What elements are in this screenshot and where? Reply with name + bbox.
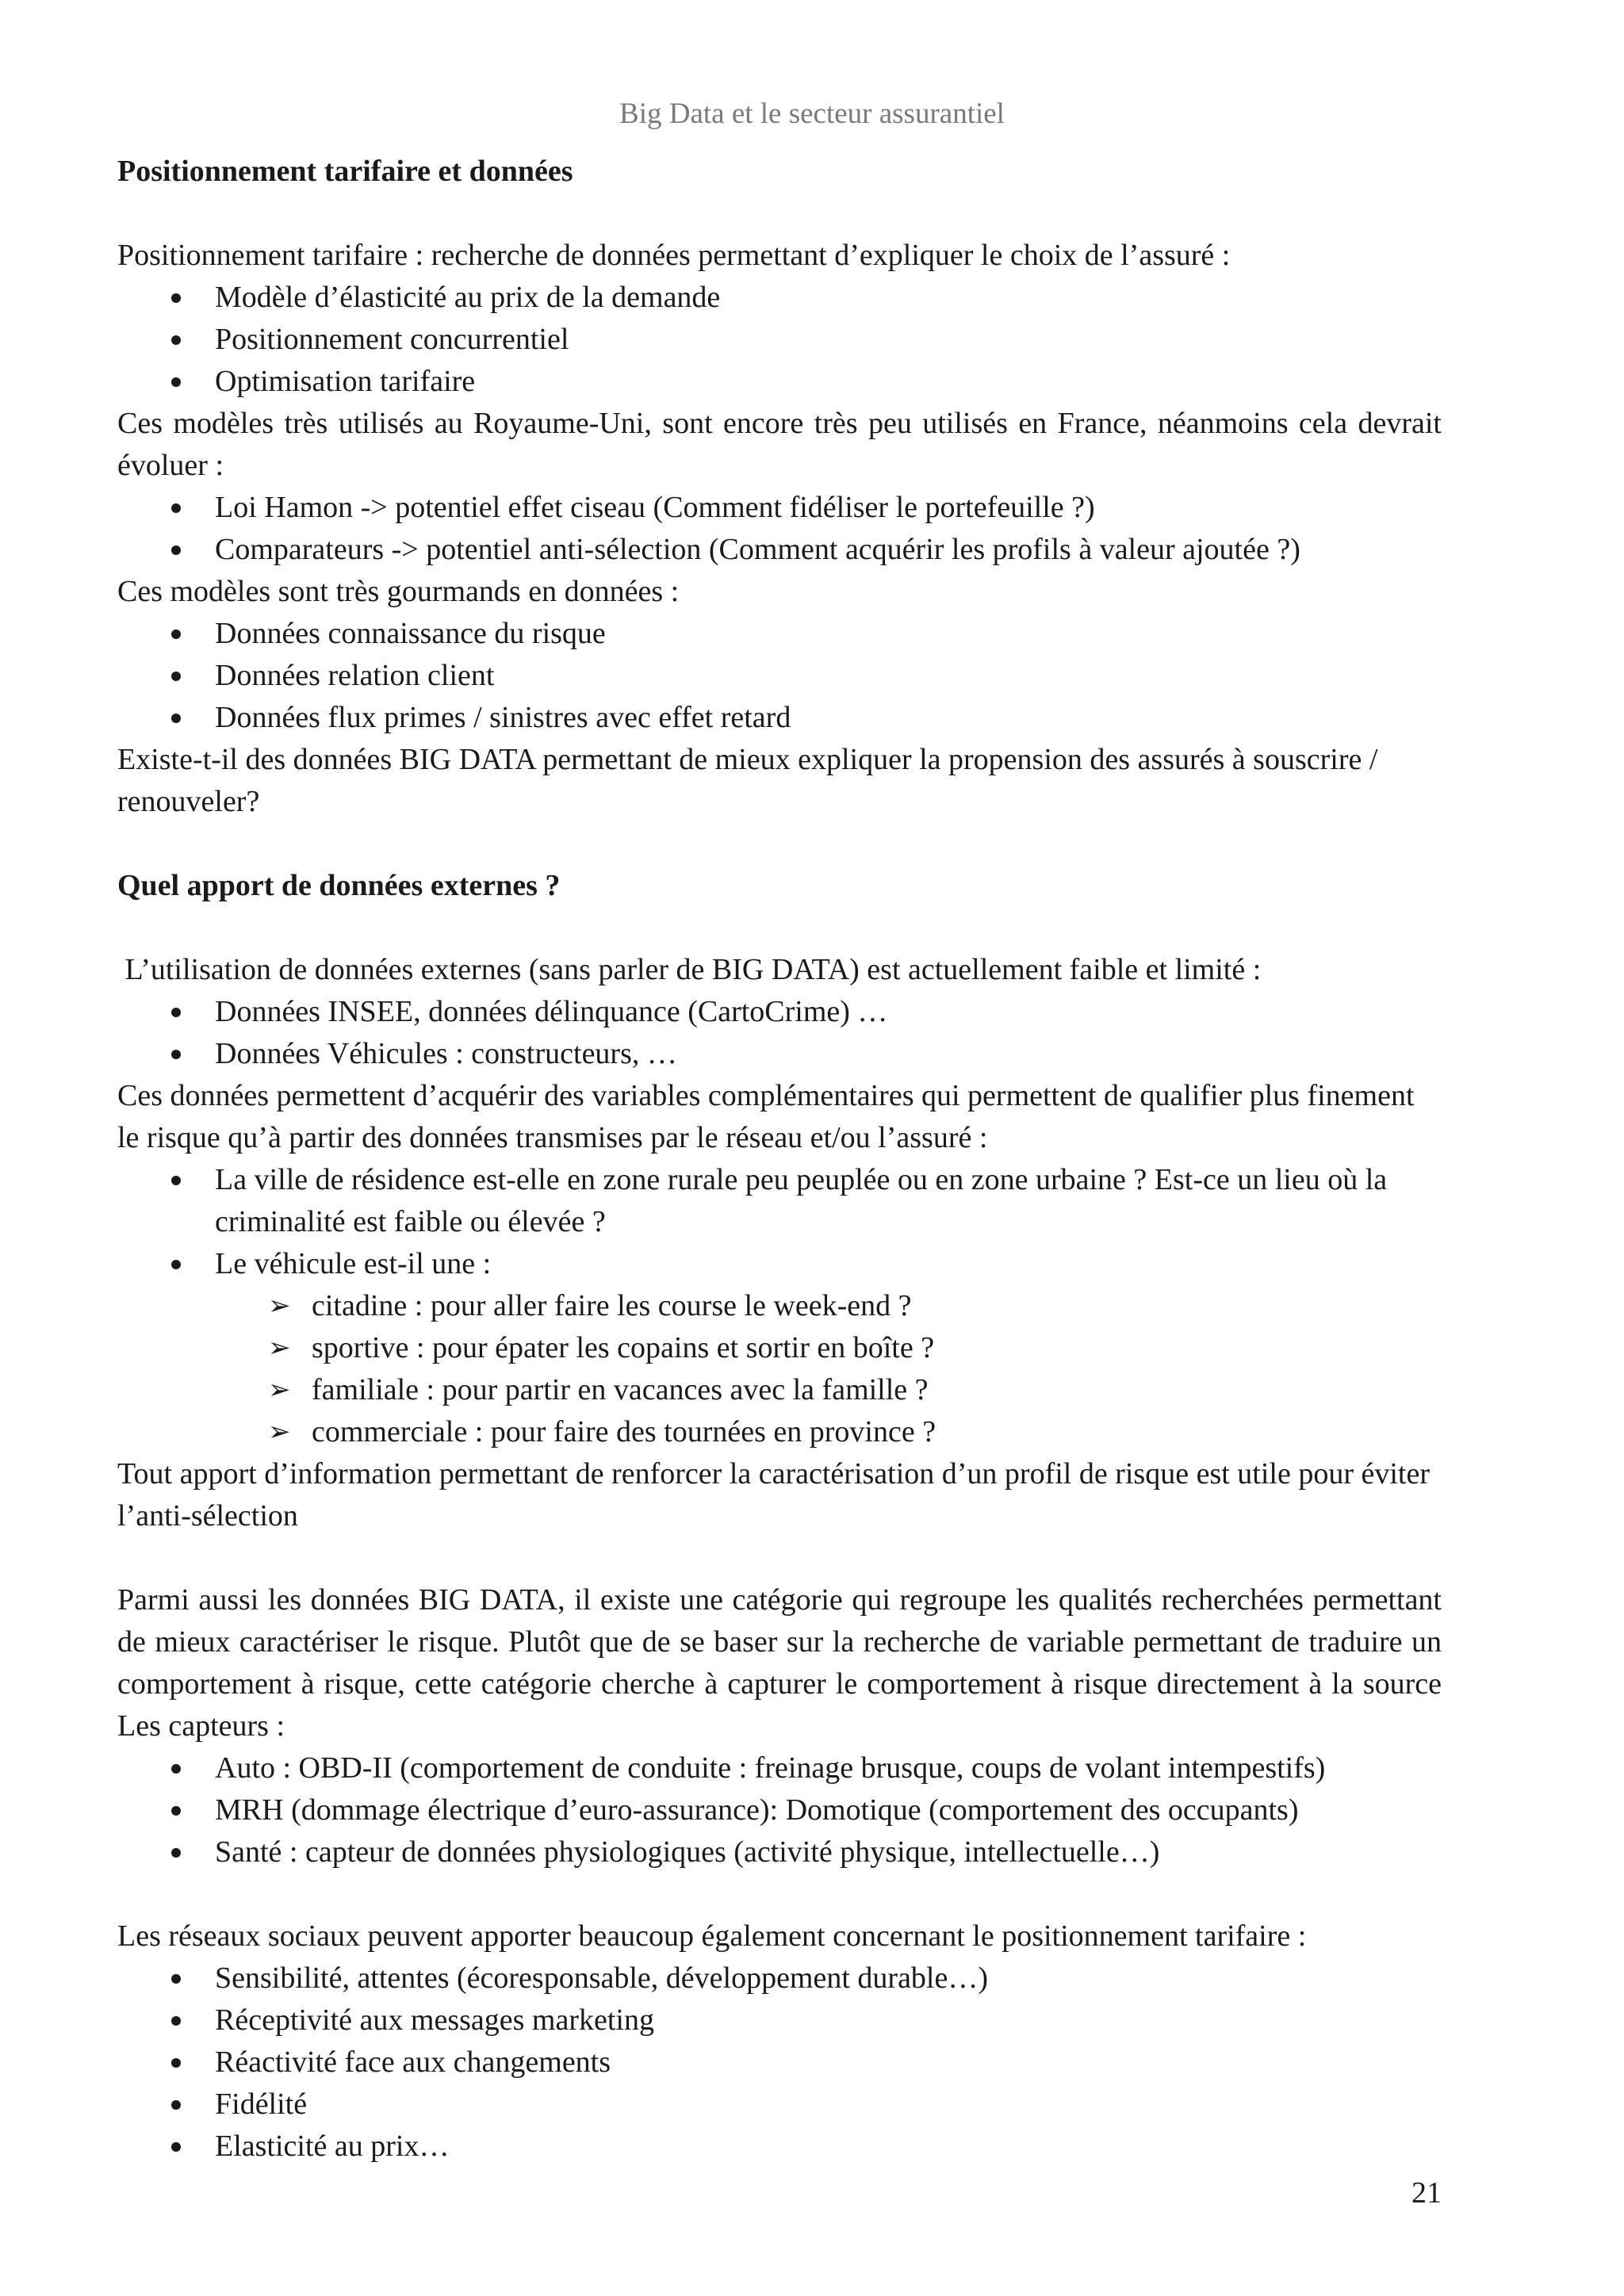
- paragraph: Positionnement tarifaire : recherche de données permettant d’expliquer le choix de l’assuré :: [117, 239, 1231, 272]
- list-item: Comparateurs -> potentiel anti-sélection (Comment acquérir les profils à valeur ajoutée ?): [117, 529, 1442, 571]
- list-item: Positionnement concurrentiel: [117, 319, 1442, 361]
- paragraph: Les réseaux sociaux peuvent apporter beaucoup également concernant le positionnement tarifaire :: [117, 1919, 1307, 1953]
- list-item: Réactivité face aux changements: [117, 2042, 1442, 2084]
- paragraph: Existe-t-il des données BIG DATA permettant de mieux expliquer la propension des assurés à souscrire / renouveler?: [117, 743, 1378, 818]
- bullet-list: [117, 277, 1442, 403]
- bullet-list: [117, 613, 1442, 739]
- paragraph: Tout apport d’information permettant de renforcer la caractérisation d’un profil de risque est utile pour éviter l’anti-sélection: [117, 1457, 1430, 1533]
- list-item: Sensibilité, attentes (écoresponsable, développement durable…): [117, 1957, 1442, 1999]
- sublist-item: ➢ sportive : pour épater les copains et sortir en boîte ?: [117, 1327, 1442, 1369]
- paragraph: Ces modèles sont très gourmands en données :: [117, 575, 680, 608]
- paragraph: Ces données permettent d’acquérir des variables complémentaires qui permettent de qualifier plus finement le risque qu’à partir des données transmises par le réseau et/ou l’assuré :: [117, 1079, 1415, 1154]
- list-item: Réceptivité aux messages marketing: [117, 1999, 1442, 2042]
- page-number: 21: [1411, 2176, 1442, 2210]
- bullet-list: [117, 1747, 1442, 1873]
- sublist-item: ➢ citadine : pour aller faire les course le week-end ?: [117, 1285, 1442, 1327]
- paragraph: Parmi aussi les données BIG DATA, il existe une catégorie qui regroupe les qualités recherchées permettant de mieux caractériser le risque. Plutôt que de se baser sur la recherche de variable permettant de traduire un comportement à risque, cette catégorie cherche à capturer le comportement à risque directement à la source Les capteurs :: [117, 1583, 1442, 1743]
- paragraph: L’utilisation de données externes (sans parler de BIG DATA) est actuellement faible et limité :: [117, 953, 1262, 986]
- section-heading-pricing: Positionnement tarifaire et données: [117, 155, 573, 188]
- list-item: Loi Hamon -> potentiel effet ciseau (Comment fidéliser le portefeuille ?): [117, 487, 1442, 529]
- bullet-list: [117, 991, 1442, 1075]
- list-item: La ville de résidence est-elle en zone rurale peu peuplée ou en zone urbaine ? Est-ce un lieu où la criminalité est faible ou élevée ?: [117, 1159, 1442, 1243]
- list-item: Fidélité: [117, 2084, 1442, 2126]
- list-item: Le véhicule est-il une :: [117, 1243, 1442, 1285]
- section-heading-external-data: Quel apport de données externes ?: [117, 869, 561, 902]
- list-item: Elasticité au prix…: [117, 2126, 1442, 2168]
- list-item: Données connaissance du risque: [117, 613, 1442, 655]
- list-item: Données INSEE, données délinquance (CartoCrime) …: [117, 991, 1442, 1033]
- bullet-list: [117, 1957, 1442, 2168]
- list-item: Auto : OBD-II (comportement de conduite : freinage brusque, coups de volant intempestifs): [117, 1747, 1442, 1789]
- list-item: Données Véhicules : constructeurs, …: [117, 1033, 1442, 1075]
- bullet-list: [117, 1159, 1442, 1285]
- bullet-list: [117, 487, 1442, 571]
- paragraph: Ces modèles très utilisés au Royaume-Uni, sont encore très peu utilisés en France, néanmoins cela devrait évoluer :: [117, 407, 1442, 482]
- sublist-item: ➢ commerciale : pour faire des tournées en province ?: [117, 1411, 1442, 1453]
- list-item: MRH (dommage électrique d’euro-assurance): Domotique (comportement des occupants): [117, 1789, 1442, 1831]
- list-item: Données flux primes / sinistres avec effet retard: [117, 697, 1442, 739]
- page-content: [117, 151, 1442, 2168]
- running-header: Big Data et le secteur assurantiel: [619, 98, 1005, 130]
- sublist-item: ➢ familiale : pour partir en vacances avec la famille ?: [117, 1369, 1442, 1411]
- list-item: Données relation client: [117, 655, 1442, 697]
- list-item: Optimisation tarifaire: [117, 361, 1442, 403]
- arrow-sublist: [117, 1285, 1442, 1453]
- list-item: Modèle d’élasticité au prix de la demande: [117, 277, 1442, 319]
- list-item: Santé : capteur de données physiologiques (activité physique, intellectuelle…): [117, 1831, 1442, 1873]
